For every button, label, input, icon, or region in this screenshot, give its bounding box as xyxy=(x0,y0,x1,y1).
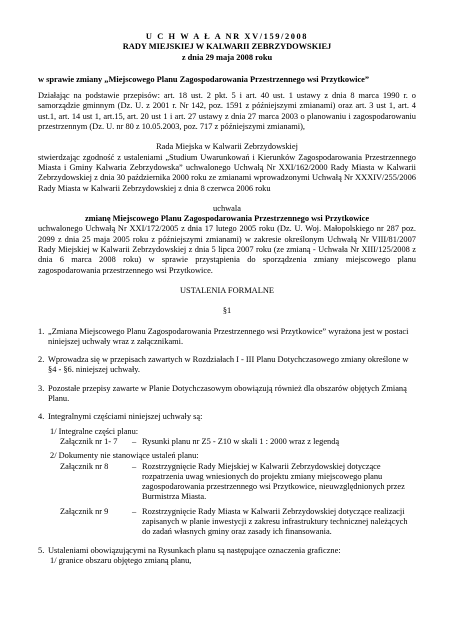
list-item-number: 3. xyxy=(38,383,45,393)
attachment-label: Załącznik nr 8 xyxy=(60,461,109,471)
list-item xyxy=(38,412,416,422)
document-page xyxy=(38,32,416,566)
uchwala-word: uchwala xyxy=(213,203,241,213)
list-item xyxy=(38,355,416,376)
attachment-row xyxy=(60,437,416,447)
list-item-text: Pozostałe przepisy zawarte w Planie Dotychczasowym obowiązują również dla obszarów objętych Zmianą Planu. xyxy=(48,383,407,404)
attachment-row xyxy=(60,507,416,538)
attachment-text: Rysunki planu nr Z5 - Z10 w skali 1 : 2000 wraz z legendą xyxy=(142,436,340,446)
attachment-label: Załącznik nr 9 xyxy=(60,506,109,516)
council-name: RADY MIEJSKIEJ W KALWARII ZEBRZYDOWSKIEJ xyxy=(122,42,332,52)
list-item-number: 1. xyxy=(38,326,45,336)
documents-title: 2/ Dokumenty nie stanowiące ustaleń planu: xyxy=(50,451,199,461)
resolution-subject: w sprawie zmiany „Miejscowego Planu Zagospodarowania Przestrzennego wsi Przytkowice” xyxy=(38,74,370,84)
section-title: USTALENIA FORMALNE xyxy=(179,285,274,295)
list-item-text: Ustaleniami obowiązującymi na Rysunkach planu są następujące oznaczenia graficzne: xyxy=(48,545,341,555)
dash-separator: – xyxy=(132,506,137,516)
resolution-header xyxy=(38,32,416,63)
list-item-number: 2. xyxy=(38,355,45,365)
resolution-number: U C H W A Ł A NR XV/159/2008 xyxy=(145,32,309,41)
compliance-statement: stwierdzając zgodność z ustaleniami „Studium Uwarunkowań i Kierunków Zagospodarowania Przestrzennego Miasta i Gminy Kalwaria Zebrzydowska” uchwalonego Uchwałą Nr XXI/162/2000 Rady Miasta w Kalwarii Zebrzydowskiej z dnia 30 października 2000 roku ze zmianami wprowadzonymi Uchwałą Nr XXXIV/255/2006 Rady Miasta w Kalwarii Zebrzydowskiej z dnia 8 czerwca 2006 roku xyxy=(38,152,416,193)
change-description: uchwalonego Uchwałą Nr XXI/172/2005 z dnia 17 lutego 2005 roku (Dz. U. Woj. Małopolskiego nr 287 poz. 2099 z dnia 25 maja 2005 roku z późniejszymi zmianami) w zakresie określonym Uchwałą Nr VIII/81/2007 Rady Miejskiej w Kalwarii Zebrzydowskiej z dnia 5 lipca 2007 roku (ze zmianą - Uchwała Nr XIII/125/2008 z dnia 6 marca 2008 roku) w sprawie przystąpienia do sporządzenia zmiany miejscowego planu zagospodarowania przestrzennego wsi Przytkowice. xyxy=(38,224,416,275)
attachment-label: Załącznik nr 1- 7 xyxy=(60,436,118,446)
council-line: Rada Miejska w Kalwarii Zebrzydowskiej xyxy=(156,142,298,152)
list-item-text: Wprowadza się w przepisach zawartych w Rozdziałach I - III Planu Dotychczasowego zmiany określone w §4 - §6. niniejszej uchwały. xyxy=(48,355,409,375)
integral-parts-title: 1/ Integralne części planu: xyxy=(50,426,139,436)
legal-basis: Działając na podstawie przepisów: art. 18 ust. 2 pkt. 5 i art. 40 ust. 1 ustawy z dnia 8 marca 1990 r. o samorządzie gminnym (Dz. U. z 2001 r. Nr 142, poz. 1591 z późniejszymi zmianami) oraz art. 3 ust 1, art. 4 ust.1, art. 14 ust 1, art.15, art. 20 ust 1 i art. 27 ustawy z dnia 27 marca 2003 o planowaniu i zagospodarowaniu przestrzennym (Dz. U. nr 80 z 10.05.2003, poz. 717 z późniejszymi zmianami), xyxy=(38,91,416,132)
list-item-text: „Zmiana Miejscowego Planu Zagospodarowania Przestrzennego wsi Przytkowice” wyrażona jest w postaci niniejszej uchwały wraz z załącznikami. xyxy=(48,326,409,346)
attachment-text: Rozstrzygnięcie Rady Miasta w Kalwarii Zebrzydowskiej dotyczące realizacji zapisanych w planie inwestycji z zakresu infrastruktury technicznej należących do zadań własnych gminy oraz zasady ich finansowania. xyxy=(142,506,408,537)
list-item-number: 5. xyxy=(38,545,45,555)
list-item-text: Integralnymi częściami niniejszej uchwały są: xyxy=(48,412,203,422)
list-item xyxy=(38,546,416,556)
dash-separator: – xyxy=(132,461,137,471)
sub-item: 1/ granice obszaru objętego zmianą planu, xyxy=(50,555,192,565)
list-item xyxy=(38,384,416,405)
list-item xyxy=(38,327,416,348)
change-title: zmianę Miejscowego Planu Zagospodarowania Przestrzennego wsi Przytkowice xyxy=(84,214,370,224)
resolution-date: z dnia 29 maja 2008 roku xyxy=(181,52,273,62)
attachment-row xyxy=(60,462,416,503)
dash-separator: – xyxy=(132,436,137,446)
attachment-text: Rozstrzygnięcie Rady Miejskiej w Kalwarii Zebrzydowskiej dotyczące rozpatrzenia uwag wniesionych do projektu zmiany miejscowego planu zagospodarowania przestrzennego wsi Przytkowice, nieuwzględnionych przez Burmistrza Miasta. xyxy=(142,461,405,502)
list-item-number: 4. xyxy=(38,412,45,422)
paragraph-sign: §1 xyxy=(222,306,232,316)
